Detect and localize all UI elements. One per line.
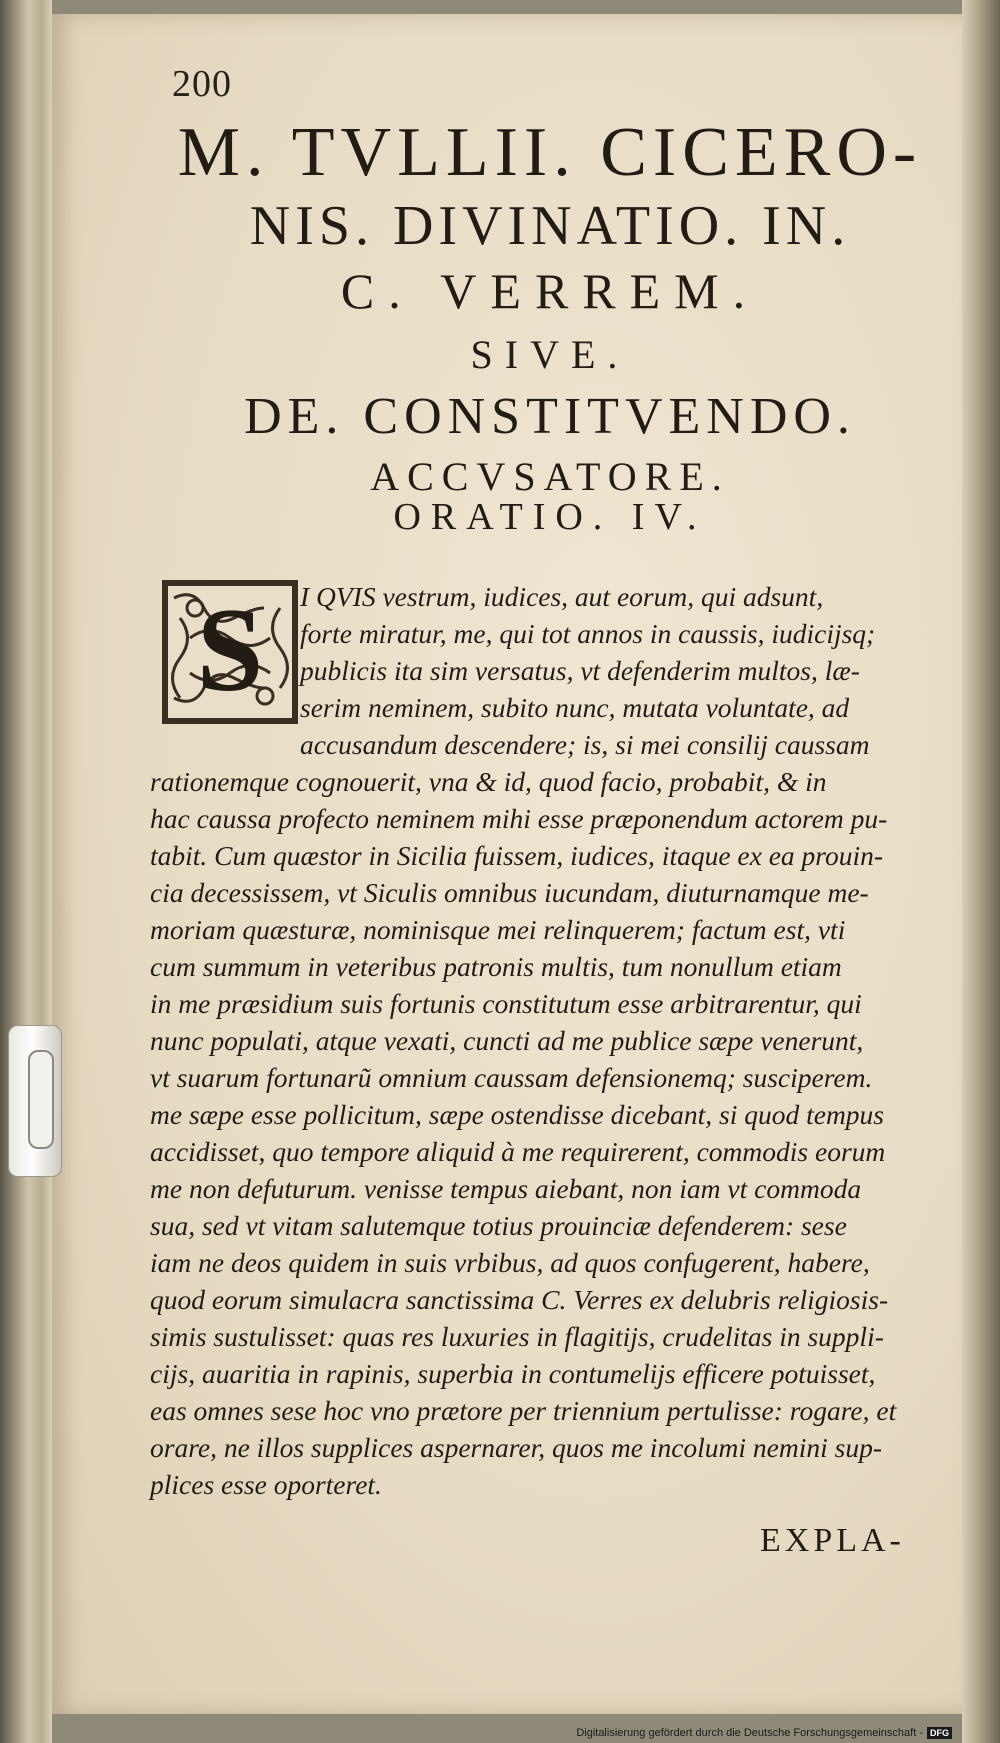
body-line: hac caussa profecto neminem mihi esse præponendum actorem pu- <box>150 803 888 834</box>
body-line: iam ne deos quidem in suis vrbibus, ad quos confugerent, habere, <box>150 1247 870 1278</box>
body-line: sua, sed vt vitam salutemque totius prouinciæ defenderem: sese <box>150 1210 847 1241</box>
initial-letter: S <box>196 583 264 716</box>
title-line-5: DE. CONSTITVENDO. <box>244 388 856 445</box>
page-clip-inner <box>28 1050 54 1149</box>
body-line: moriam quæsturæ, nominisque mei relinquerem; factum est, vti <box>150 914 846 945</box>
body-line: plices esse oporteret. <box>150 1469 382 1500</box>
body-line: cum summum in veteribus patronis multis, tum nonullum etiam <box>150 951 842 982</box>
title-line-1: M. TVLLII. CICERO- <box>177 114 923 191</box>
title-line-2: NIS. DIVINATIO. IN. <box>249 195 851 257</box>
body-text <box>150 578 932 1503</box>
body-line: forte miratur, me, qui tot annos in caussis, iudicijsq; <box>300 618 876 649</box>
title-block <box>150 112 950 506</box>
body-line: cijs, auaritia in rapinis, superbia in contumelijs efficere potuisset, <box>150 1358 876 1389</box>
credit-text: Digitalisierung gefördert durch die Deutsche Forschungsgemeinschaft - <box>576 1727 923 1739</box>
body-line: I QVIS vestrum, iudices, aut eorum, qui adsunt, <box>300 581 824 612</box>
body-line: cia decessissem, vt Siculis omnibus iucundam, diuturnamque me- <box>150 877 869 908</box>
book-fore-edge <box>962 0 1000 1743</box>
body-line: publicis ita sim versatus, vt defenderim multos, læ- <box>300 655 860 686</box>
digitization-credit <box>576 1727 952 1739</box>
body-line: serim neminem, subito nunc, mutata voluntate, ad <box>300 692 850 723</box>
body-line: nunc populati, atque vexati, cuncti ad me publice sæpe venerunt, <box>150 1025 864 1056</box>
dfg-logo: DFG <box>927 1727 952 1739</box>
body-line: simis sustulisset: quas res luxuries in flagitijs, crudelitas in suppli- <box>150 1321 884 1352</box>
page-number: 200 <box>172 63 232 105</box>
body-line: accusandum descendere; is, si mei consilij caussam <box>300 729 870 760</box>
body-line: vt suarum fortunarũ omnium caussam defensionemq; susciperem. <box>150 1062 873 1093</box>
catchword: EXPLA- <box>760 1522 905 1559</box>
body-line: eas omnes sese hoc vno prætore per triennium pertulisse: rogare, et <box>150 1395 897 1426</box>
body-line: me non defuturum. venisse tempus aiebant, non iam vt commoda <box>150 1173 862 1204</box>
title-line-6: ACCVSATORE. <box>370 454 730 499</box>
body-line: accidisset, quo tempore aliquid à me requirerent, commodis eorum <box>150 1136 886 1167</box>
book-spine-edge <box>0 0 52 1743</box>
body-line: me sæpe esse pollicitum, sæpe ostendisse dicebant, si quod tempus <box>150 1099 885 1130</box>
body-line: rationemque cognouerit, vna & id, quod facio, probabit, & in <box>150 766 827 797</box>
title-line-3: C. VERREM. <box>340 263 760 319</box>
body-line: quod eorum simulacra sanctissima C. Verres ex delubris religiosis- <box>150 1284 889 1315</box>
body-line: tabit. Cum quæstor in Sicilia fuissem, iudices, itaque ex ea prouin- <box>150 840 884 871</box>
title-line-4: SIVE. <box>470 332 630 377</box>
body-line: in me præsidium suis fortunis constitutum esse arbitrarentur, qui <box>150 988 862 1019</box>
oration-heading: ORATIO. IV. <box>393 496 707 538</box>
body-line: orare, ne illos supplices aspernarer, quos me incolumi nemini sup- <box>150 1432 882 1463</box>
